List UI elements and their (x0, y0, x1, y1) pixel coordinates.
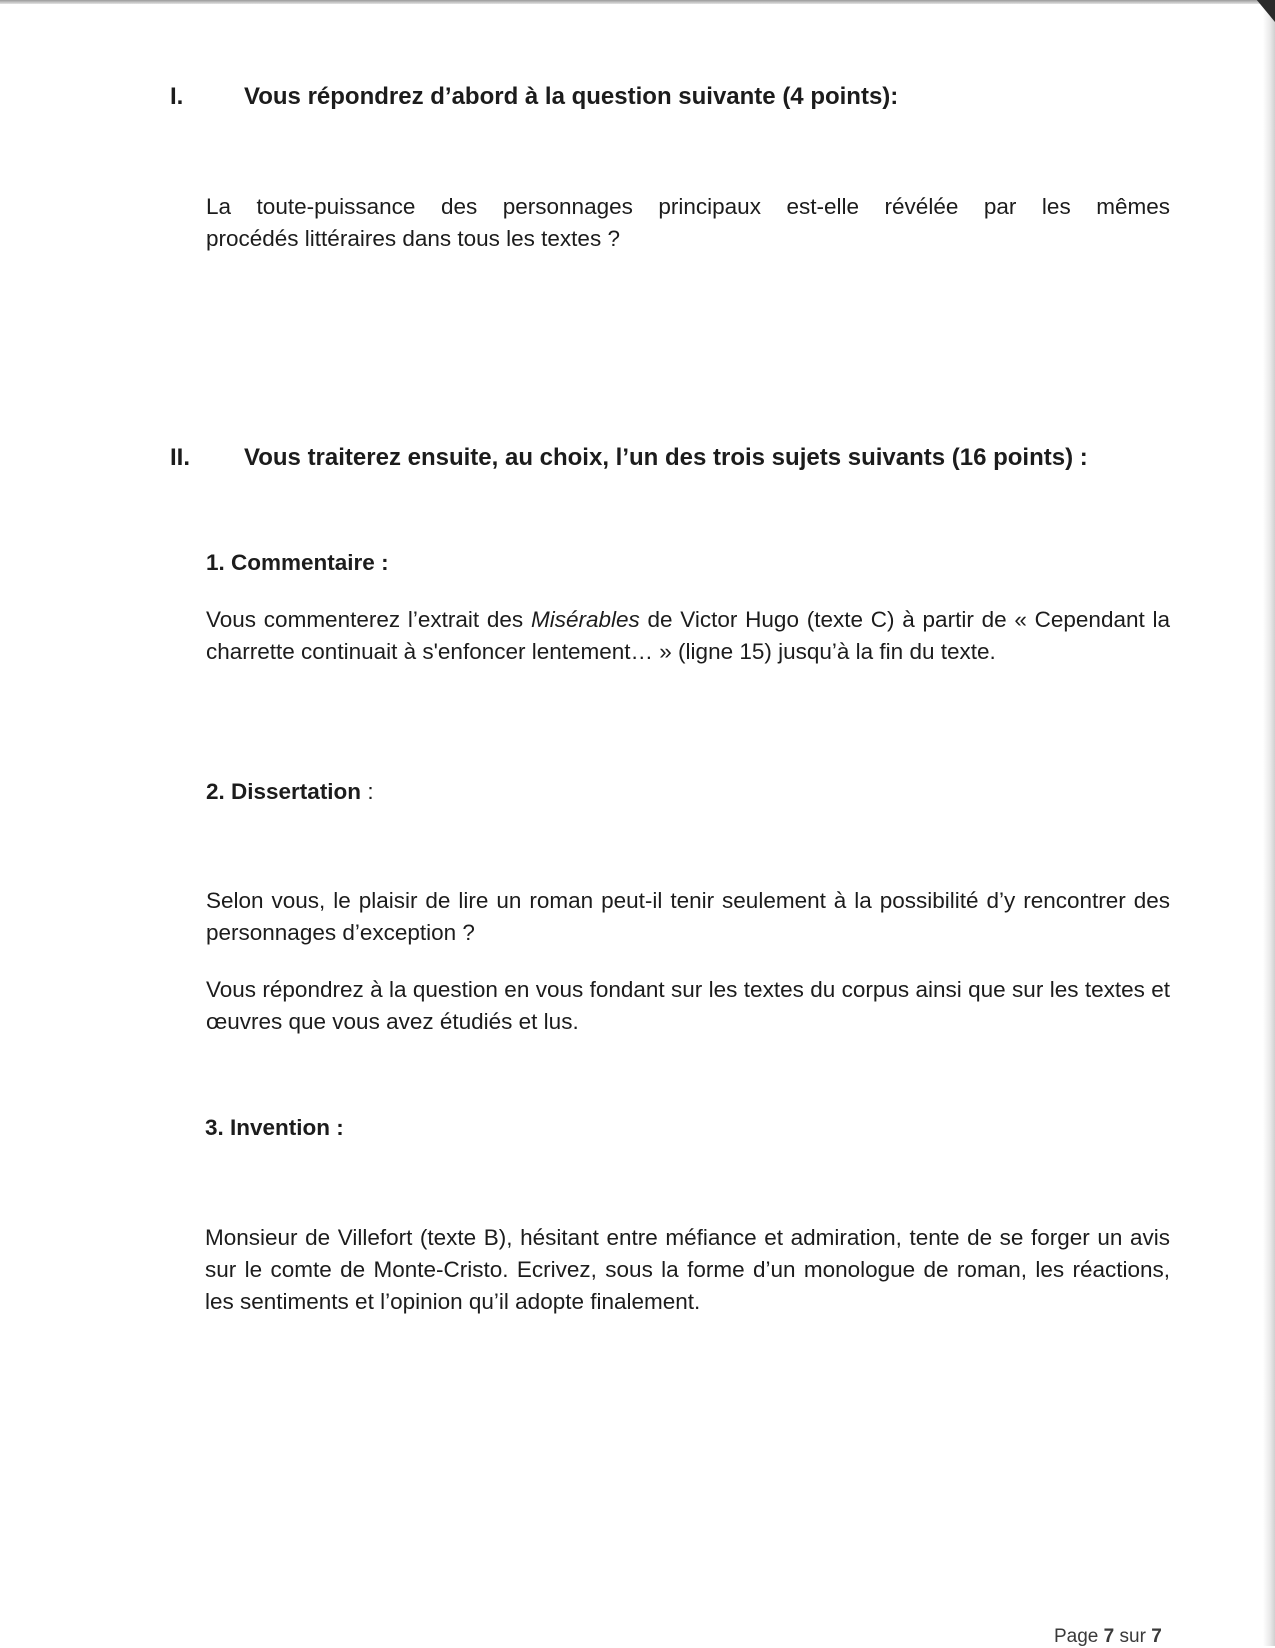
question-paragraph (206, 191, 1170, 255)
page-number-separator: sur (1114, 1626, 1152, 1647)
invention-heading-label: 3. Invention (205, 1115, 331, 1140)
invention-paragraph: Monsieur de Villefort (texte B), hésitant entre méfiance et admiration, tente de se forger un avis sur le comte de Monte-Cristo. Ecrivez, sous la forme d’un monologue de roman, les réactions, les sentiments et l’opinion qu’il adopte finalement. (205, 1225, 1170, 1314)
invention-heading (205, 1113, 344, 1143)
dissertation-heading-label: 2. Dissertation (206, 779, 362, 804)
commentaire-heading-colon: : (374, 550, 389, 575)
dissertation-heading (206, 777, 374, 807)
section-2-number: II. (170, 444, 191, 471)
section-2-title: Vous traiterez ensuite, au choix, l’un des trois sujets suivants (16 points) : (244, 444, 1088, 471)
page-number (1054, 1626, 1162, 1648)
page-number-prefix: Page (1054, 1626, 1104, 1647)
scan-right-edge (1263, 0, 1275, 1646)
dissertation-paragraph-2: Vous répondrez à la question en vous fondant sur les textes du corpus ainsi que sur les textes et œuvres que vous avez étudiés et lus. (206, 977, 1170, 1034)
question-line-2: procédés littéraires dans tous les textes ? (206, 226, 620, 251)
dissertation-paragraph-1: Selon vous, le plaisir de lire un roman peut-il tenir seulement à la possibilité d’y rencontrer des personnages d’exception ? (206, 888, 1170, 945)
invention-heading-colon: : (330, 1115, 344, 1140)
page-number-total: 7 (1151, 1626, 1162, 1647)
commentaire-heading (206, 548, 389, 578)
scan-top-edge (0, 0, 1275, 4)
question-line-1: La toute-puissance des personnages principaux est-elle révélée par les mêmes (206, 194, 1170, 219)
commentaire-text-after: de Victor Hugo (texte C) à partir de « Cependant la charrette continuait à s'enfoncer lentement… » (ligne 15) jusqu’à la fin du texte. (206, 607, 1171, 664)
commentaire-heading-label: 1. Commentaire (206, 550, 375, 575)
dissertation-heading-colon: : (361, 779, 374, 804)
section-1-title: Vous répondrez d’abord à la question suivante (4 points): (244, 83, 899, 110)
commentaire-book-title: Misérables (530, 607, 640, 632)
commentaire-paragraph (206, 604, 1170, 668)
commentaire-text-before: Vous commenterez l’extrait des (206, 607, 531, 632)
page-number-current: 7 (1103, 1626, 1115, 1647)
section-1-number: I. (170, 83, 184, 110)
